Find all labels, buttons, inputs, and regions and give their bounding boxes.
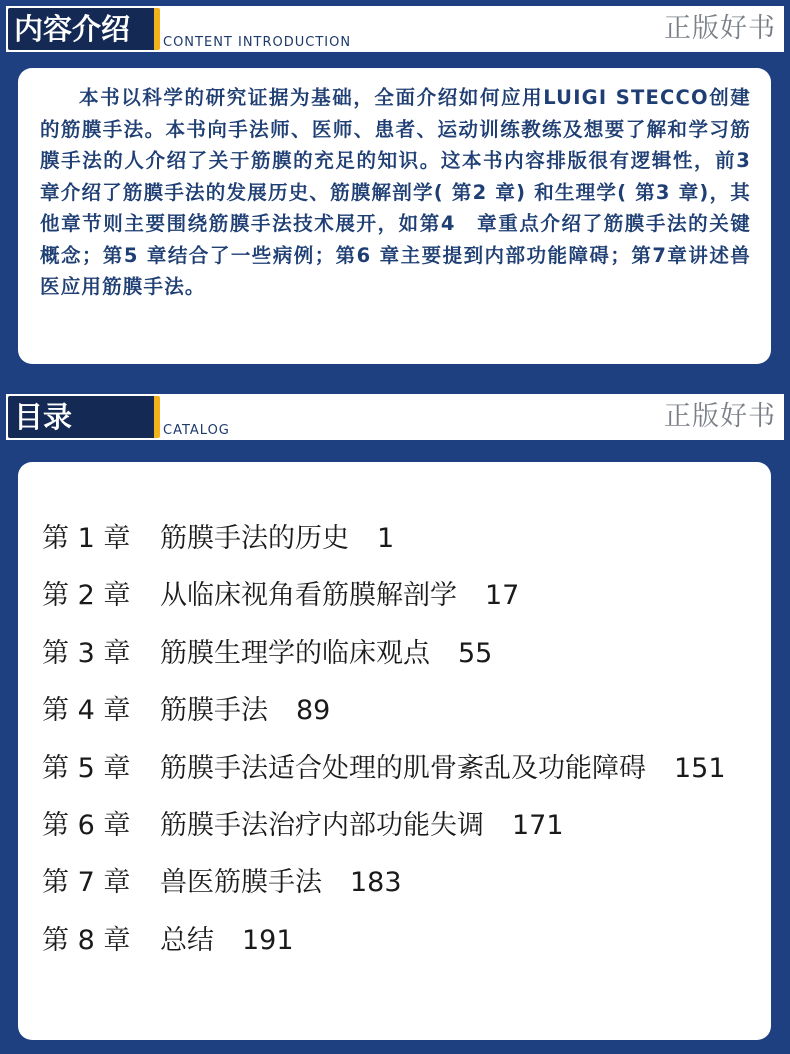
toc-page-number: 89 — [296, 695, 331, 727]
toc-chapter-title: 总结 — [160, 924, 214, 956]
toc-chapter: 第 8 章 — [42, 924, 131, 956]
toc-chapter: 第 5 章 — [42, 752, 131, 784]
toc-chapter-title: 筋膜生理学的临床观点 — [160, 637, 430, 669]
toc-chapter: 第 6 章 — [42, 809, 131, 841]
toc-page-number: 55 — [458, 637, 493, 669]
toc-chapter: 第 4 章 — [42, 695, 131, 727]
toc-chapter-title: 筋膜手法治疗内部功能失调 — [160, 809, 484, 841]
toc-chapter-title: 筋膜手法的历史 — [160, 523, 349, 554]
toc-page-number: 17 — [485, 580, 520, 612]
toc-header — [6, 394, 784, 440]
toc-chapter-title: 从临床视角看筋膜解剖学 — [160, 580, 457, 612]
toc-page-number: 183 — [350, 867, 402, 899]
intro-header — [6, 6, 784, 52]
toc-page-number: 1 — [377, 523, 395, 554]
brand-label: 正版好书 — [664, 13, 776, 44]
toc-chapter: 第 1 章 — [42, 523, 131, 554]
toc-item — [42, 510, 771, 567]
toc-chapter: 第 3 章 — [42, 637, 131, 669]
toc-item — [42, 682, 771, 739]
toc-item — [42, 797, 771, 854]
brand-label: 正版好书 — [664, 401, 776, 432]
intro-card — [18, 68, 771, 364]
toc-item — [42, 912, 771, 969]
toc-chapter: 第 2 章 — [42, 580, 131, 612]
toc-card — [18, 462, 771, 1040]
intro-paragraph: 本书以科学的研究证据为基础，全面介绍如何应用LUIGI STECCO创建的筋膜手法。本书向手法师、医师、患者、运动训练教练及想要了解和学习筋膜手法的人介绍了关于筋膜的充足的知识。这本书内容排版很有逻辑性，前3章介绍了筋膜手法的发展历史、筋膜解剖学( 第2 章) 和生理学( 第3 章)，其他章节则主要围绕筋膜手法技术展开，如第4 章重点介绍了筋膜手法的关键概念；第5 章结合了一些病例；第6 章主要提到内部功能障碍；第7章讲述兽医应用筋膜手法。 — [40, 86, 751, 298]
intro-title: 内容介绍 — [8, 8, 160, 50]
toc-title: 目录 — [8, 396, 160, 438]
toc-subtitle: CATALOG — [163, 423, 230, 438]
toc-page-number: 151 — [674, 752, 726, 784]
toc-item — [42, 567, 771, 624]
toc-chapter-title: 筋膜手法适合处理的肌骨紊乱及功能障碍 — [160, 752, 646, 784]
toc-item — [42, 854, 771, 911]
toc-page-number: 171 — [512, 809, 564, 841]
toc-page-number: 191 — [242, 924, 294, 956]
toc-list — [18, 462, 771, 969]
toc-chapter-title: 筋膜手法 — [160, 695, 268, 727]
toc-item — [42, 625, 771, 682]
toc-chapter-title: 兽医筋膜手法 — [160, 867, 322, 899]
toc-chapter: 第 7 章 — [42, 867, 131, 899]
toc-item — [42, 740, 771, 797]
intro-subtitle: CONTENT INTRODUCTION — [163, 35, 352, 50]
